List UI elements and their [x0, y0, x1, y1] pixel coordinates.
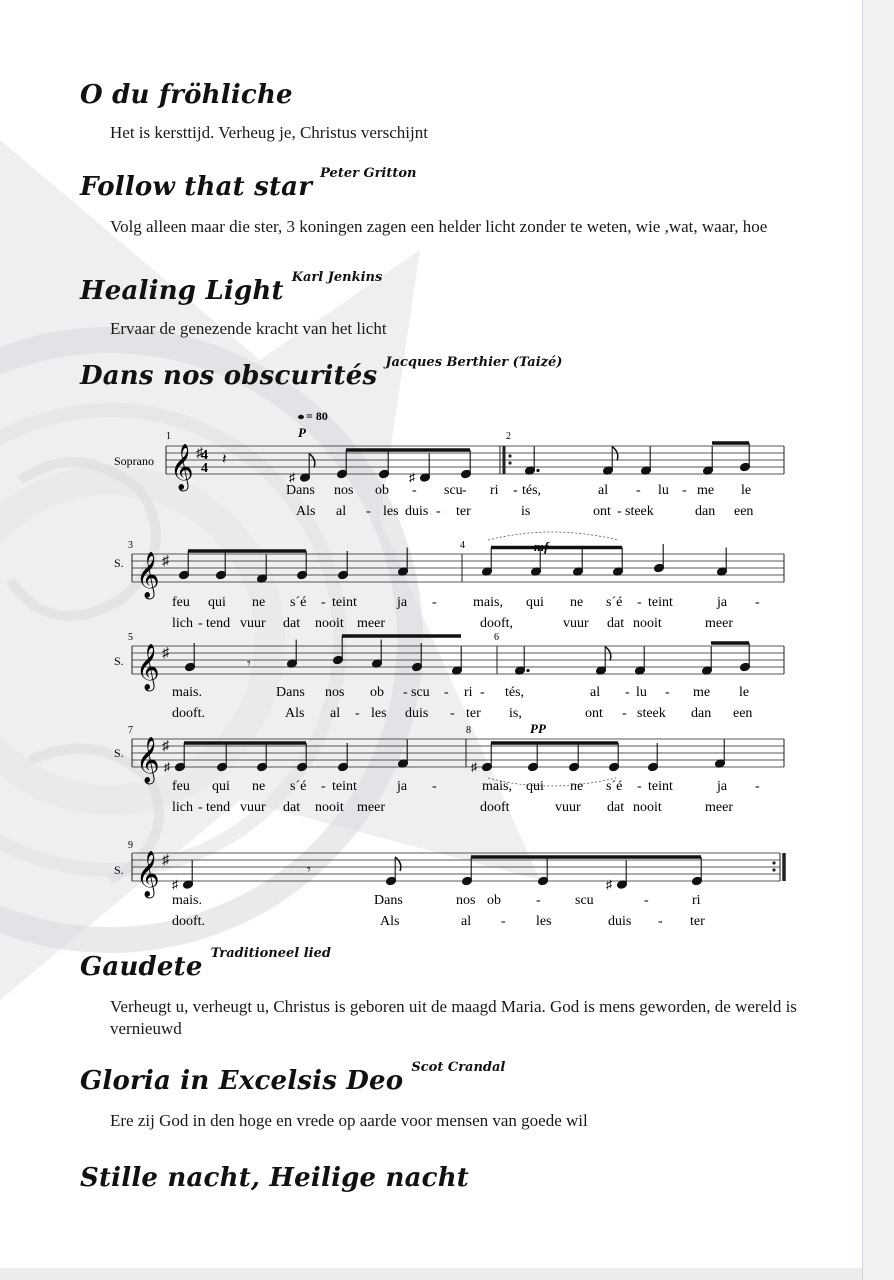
lyric-syllable: -	[480, 685, 485, 700]
page-footer	[0, 1268, 862, 1280]
lyric-syllable: vuur	[240, 616, 266, 631]
lyric-syllable: -	[622, 706, 627, 721]
accidental-sharp: ♯	[164, 760, 170, 774]
song-description: Verheugt u, verheugt u, Christus is geboren uit de maagd Maria. God is mens geworden, de wereld is vernieuwd	[110, 997, 797, 1038]
lyric-syllable: -	[444, 685, 449, 700]
dynamic-mf: mf	[534, 539, 549, 554]
lyric-syllable: lich	[172, 800, 193, 815]
lyric-syllable: teint	[648, 779, 673, 794]
lyric-syllable: teint	[332, 779, 357, 794]
song-composer: Scot Crandal	[411, 1060, 506, 1075]
lyric-syllable: ob	[370, 685, 384, 700]
lyric-syllable: lu	[636, 685, 647, 700]
lyric-syllable: tend	[206, 800, 231, 815]
lyric-syllable: nos	[334, 483, 354, 498]
lyric-syllable: ne	[570, 779, 584, 794]
measure-number: 5	[128, 632, 133, 643]
song-description: Volg alleen maar die ster, 3 koningen zagen een helder licht zonder te weten, wie ,wat, waar, hoe	[110, 217, 768, 236]
lyric-syllable: -	[513, 483, 518, 498]
lyric-syllable: -	[462, 483, 467, 498]
lyric-syllable: ter	[690, 914, 705, 929]
lyric-syllable: ri	[692, 893, 701, 908]
lyric-syllable: al	[590, 685, 601, 700]
voice-label: S.	[114, 654, 124, 668]
song-title: Dans nos obscurités	[80, 361, 378, 391]
note-flag	[309, 454, 315, 468]
lyric-syllable: nooit	[315, 800, 344, 815]
lyric-syllable: -	[501, 914, 506, 929]
dynamic-pp: PP	[530, 721, 546, 736]
key-signature-sharp: ♯	[162, 554, 169, 569]
song-heading	[80, 166, 417, 202]
accidental-sharp: ♯	[172, 877, 178, 892]
lyric-syllable: les	[536, 914, 552, 929]
lyric-syllable: vuur	[240, 800, 266, 815]
lyric-syllable: al	[461, 914, 472, 929]
slur	[488, 532, 618, 540]
lyric-syllable: lich	[172, 616, 193, 631]
lyric-syllable: vuur	[555, 800, 581, 815]
song-heading	[80, 270, 383, 306]
lyric-syllable: ne	[570, 595, 584, 610]
lyric-syllable: -	[366, 504, 371, 519]
lyric-syllable: -	[682, 483, 687, 498]
lyric-syllable: -	[658, 914, 663, 929]
accidental-sharp: ♯	[471, 760, 477, 774]
lyric-syllable: -	[617, 504, 622, 519]
key-signature-sharp: ♯	[162, 739, 169, 754]
lyric-syllable: les	[371, 706, 387, 721]
lyric-syllable: ri	[490, 483, 499, 498]
lyric-syllable: lu	[658, 483, 669, 498]
lyric-syllable: ont	[585, 706, 603, 721]
lyric-syllable: duis	[405, 504, 429, 519]
voice-label: S.	[114, 556, 124, 570]
dynamic-p: P	[298, 425, 306, 440]
song-composer: Traditioneel lied	[210, 946, 331, 961]
lyric-syllable: teint	[332, 595, 357, 610]
lyric-syllable: nooit	[633, 800, 662, 815]
lyric-syllable: -	[665, 685, 670, 700]
song-composer: Jacques Berthier (Taizé)	[385, 355, 563, 370]
lyric-syllable: -	[321, 779, 326, 794]
quarter-rest: 𝄽	[222, 452, 227, 468]
page-edge	[862, 0, 894, 1280]
lyric-syllable: duis	[608, 914, 632, 929]
song-description: Ere zij God in den hoge en vrede op aarde voor mensen van goede wil	[110, 1111, 588, 1130]
song-title: Follow that star	[80, 172, 313, 202]
lyric-syllable: -	[637, 779, 642, 794]
lyric-syllable: dat	[607, 616, 625, 631]
lyric-syllable: -	[198, 616, 203, 631]
voice-label: S.	[114, 863, 124, 877]
song-heading	[80, 946, 331, 982]
lyric-syllable: -	[432, 779, 437, 794]
lyric-syllable: s´é	[606, 779, 623, 794]
lyric-syllable: nos	[456, 893, 476, 908]
lyric-syllable: een	[733, 706, 753, 721]
measure-number: 1	[166, 431, 171, 442]
song-description: Ervaar de genezende kracht van het licht	[110, 319, 387, 338]
lyric-syllable: -	[321, 595, 326, 610]
repeat-dot	[772, 861, 775, 864]
lyric-syllable: is	[521, 504, 531, 519]
lyric-syllable: mais.	[172, 685, 202, 700]
song-heading	[80, 80, 293, 110]
tempo-note	[298, 415, 304, 419]
lyric-syllable: mais,	[482, 779, 512, 794]
lyric-syllable: steek	[637, 706, 666, 721]
lyric-syllable: -	[625, 685, 630, 700]
lyric-syllable: mais.	[172, 893, 202, 908]
lyric-syllable: -	[450, 706, 455, 721]
sheet-music	[0, 400, 862, 940]
eighth-rest: 𝄾	[247, 657, 251, 672]
lyric-syllable: nooit	[315, 616, 344, 631]
measure-number: 3	[128, 540, 133, 551]
lyric-syllable: qui	[526, 595, 544, 610]
lyric-syllable: een	[734, 504, 754, 519]
lyric-syllable: nooit	[633, 616, 662, 631]
key-signature-sharp: ♯	[162, 853, 169, 868]
lyric-syllable: Dans	[286, 483, 315, 498]
lyric-syllable: -	[755, 779, 760, 794]
lyric-syllable: les	[383, 504, 399, 519]
lyric-syllable: dooft.	[172, 706, 206, 721]
lyric-syllable: dat	[283, 616, 301, 631]
note-flag	[605, 647, 611, 661]
lyric-syllable: teint	[648, 595, 673, 610]
accidental-sharp: ♯	[606, 877, 612, 892]
lyric-syllable: ob	[375, 483, 389, 498]
lyric-syllable: tés,	[522, 483, 542, 498]
treble-clef: 𝄞	[136, 552, 160, 597]
lyric-syllable: Dans	[374, 893, 403, 908]
lyric-syllable: me	[693, 685, 711, 700]
lyric-syllable: le	[739, 685, 750, 700]
lyric-syllable: al	[336, 504, 347, 519]
lyric-syllable: tés,	[505, 685, 525, 700]
lyric-syllable: dat	[283, 800, 301, 815]
voice-label: S.	[114, 746, 124, 760]
measure-number: 7	[128, 725, 133, 736]
lyric-syllable: le	[741, 483, 752, 498]
lyric-syllable: qui	[208, 595, 226, 610]
accidental-sharp: ♯	[289, 470, 295, 485]
lyric-syllable: ja	[717, 779, 728, 794]
treble-clef: 𝄞	[136, 737, 160, 782]
lyric-syllable: -	[403, 685, 408, 700]
lyric-syllable: al	[598, 483, 609, 498]
lyric-syllable: Als	[380, 914, 400, 929]
song-heading	[80, 1060, 506, 1096]
lyric-syllable: ne	[252, 779, 266, 794]
note-dot	[536, 469, 539, 472]
time-signature-bottom: 4	[201, 461, 208, 476]
repeat-dot	[772, 868, 775, 871]
lyric-syllable: ne	[252, 595, 266, 610]
song-composer: Karl Jenkins	[291, 270, 383, 285]
lyric-syllable: -	[436, 504, 441, 519]
lyric-syllable: ob	[487, 893, 501, 908]
lyric-syllable: qui	[526, 779, 544, 794]
lyric-syllable: meer	[357, 800, 385, 815]
eighth-rest: 𝄾	[307, 863, 311, 878]
lyric-syllable: duis	[405, 706, 429, 721]
lyric-syllable: scu	[444, 483, 463, 498]
note-dot	[526, 669, 529, 672]
lyric-syllable: steek	[625, 504, 654, 519]
song-title: Gloria in Excelsis Deo	[80, 1066, 404, 1096]
repeat-dot	[508, 454, 511, 457]
lyric-syllable: dan	[695, 504, 716, 519]
lyric-syllable: -	[644, 893, 649, 908]
lyric-syllable: -	[637, 595, 642, 610]
lyric-syllable: s´é	[290, 779, 307, 794]
lyric-syllable: meer	[357, 616, 385, 631]
key-signature-sharp: ♯	[196, 446, 203, 461]
key-signature-sharp: ♯	[162, 646, 169, 661]
lyric-syllable: tend	[206, 616, 231, 631]
lyric-syllable: ri	[464, 685, 473, 700]
measure-number: 6	[494, 632, 499, 643]
treble-clef: 𝄞	[170, 444, 194, 489]
lyric-syllable: dat	[607, 800, 625, 815]
accidental-sharp: ♯	[409, 470, 415, 485]
lyric-syllable: -	[412, 483, 417, 498]
measure-number: 8	[466, 725, 471, 736]
lyric-syllable: -	[636, 483, 641, 498]
lyric-syllable: ja	[717, 595, 728, 610]
song-title: Stille nacht, Heilige nacht	[80, 1163, 470, 1193]
treble-clef: 𝄞	[136, 851, 160, 896]
lyric-syllable: dan	[691, 706, 712, 721]
lyric-syllable: -	[536, 893, 541, 908]
lyric-syllable: ja	[397, 779, 408, 794]
lyric-syllable: feu	[172, 595, 190, 610]
lyric-syllable: ter	[466, 706, 481, 721]
lyric-syllable: -	[755, 595, 760, 610]
lyric-syllable: nos	[325, 685, 345, 700]
tempo-marking: = 80	[306, 409, 328, 423]
lyric-syllable: Als	[285, 706, 305, 721]
song-title: Healing Light	[80, 276, 284, 306]
lyric-syllable: dooft	[480, 800, 510, 815]
lyric-syllable: feu	[172, 779, 190, 794]
lyric-syllable: dooft.	[172, 914, 206, 929]
measure-number: 4	[460, 540, 465, 551]
lyric-syllable: -	[198, 800, 203, 815]
lyric-syllable: meer	[705, 800, 733, 815]
note-flag	[395, 857, 401, 871]
lyric-syllable: s´é	[606, 595, 623, 610]
measure-number: 9	[128, 840, 133, 851]
time-signature-top: 4	[201, 448, 208, 463]
lyric-syllable: scu	[411, 685, 430, 700]
lyric-syllable: qui	[212, 779, 230, 794]
lyric-syllable: scu	[575, 893, 594, 908]
note-flag	[612, 447, 618, 461]
treble-clef: 𝄞	[136, 644, 160, 689]
song-description: Het is kersttijd. Verheug je, Christus verschijnt	[110, 123, 428, 142]
lyric-syllable: me	[697, 483, 715, 498]
repeat-dot	[508, 461, 511, 464]
song-title: O du fröhliche	[80, 80, 293, 110]
lyric-syllable: Als	[296, 504, 316, 519]
lyric-syllable: ont	[593, 504, 611, 519]
lyric-syllable: -	[355, 706, 360, 721]
measure-number: 2	[506, 431, 511, 442]
lyric-syllable: ja	[397, 595, 408, 610]
lyric-syllable: Dans	[276, 685, 305, 700]
lyric-syllable: s´é	[290, 595, 307, 610]
song-composer: Peter Gritton	[320, 166, 417, 181]
lyric-syllable: vuur	[563, 616, 589, 631]
lyric-syllable: -	[432, 595, 437, 610]
lyric-syllable: is,	[509, 706, 522, 721]
lyric-syllable: al	[330, 706, 341, 721]
lyric-syllable: ter	[456, 504, 471, 519]
song-heading	[80, 1163, 469, 1193]
voice-label: Soprano	[114, 454, 154, 468]
lyric-syllable: dooft,	[480, 616, 514, 631]
lyric-syllable: mais,	[473, 595, 503, 610]
song-title: Gaudete	[80, 952, 203, 982]
lyric-syllable: meer	[705, 616, 733, 631]
song-heading	[80, 355, 563, 391]
